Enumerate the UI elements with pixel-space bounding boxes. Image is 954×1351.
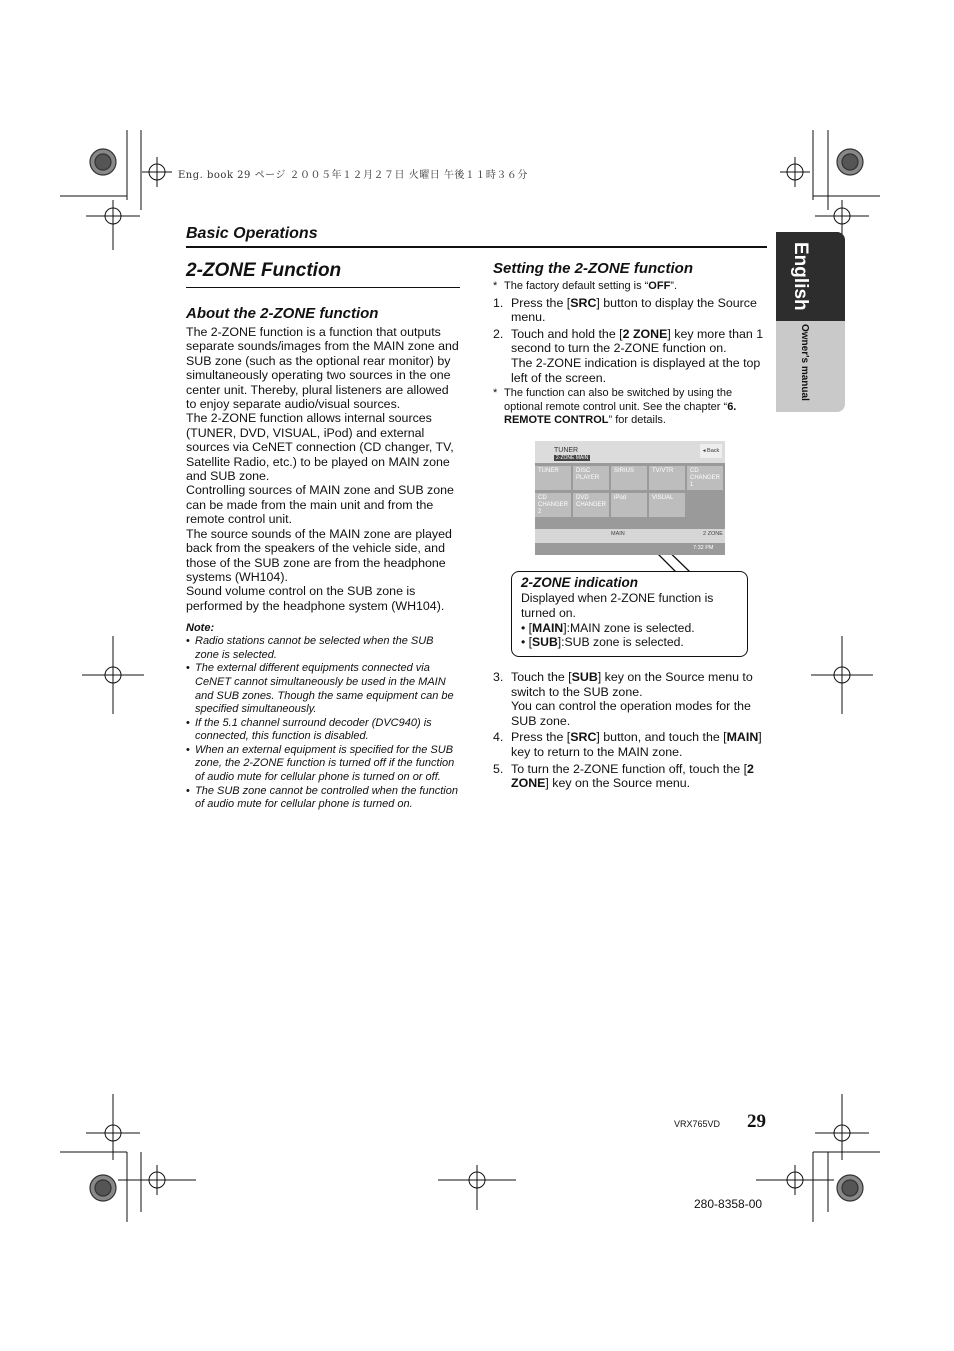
paragraph: Sound volume control on the SUB zone is performed by the headphone system (WH104). (186, 584, 445, 613)
screen-source-button: CD CHANGER 1 (687, 466, 723, 490)
note-list (186, 635, 460, 812)
left-column (186, 258, 460, 812)
steps-list (493, 670, 767, 791)
language-label: English (790, 242, 811, 311)
note-item: • The SUB zone cannot be controlled when the function of audio mute for cellular phone is turned on. (186, 785, 460, 812)
step-item: 1. Press the [SRC] button to display the Source menu. (493, 295, 757, 325)
header-rule (186, 246, 767, 248)
model-number: VRX765VD (674, 1119, 721, 1129)
note-title: Note: (186, 622, 215, 635)
screen-source-button: SIRIUS (611, 466, 647, 490)
step-item: 2. Touch and hold the [2 ZONE] key more than 1 second to turn the 2-ZONE function on. The 2-ZONE indication is displayed at the top left of the screen. (493, 326, 764, 385)
step-item: 5. To turn the 2-ZONE function off, touch the [2 ZONE] key on the Source menu. (493, 761, 754, 791)
note-item: • The external different equipments connected via CeNET cannot simultaneously be used in the MAIN and SUB zones. Though the same equipment can be specified simultaneously. (186, 662, 460, 716)
part-number: 280-8358-00 (694, 1197, 763, 1211)
note-item: • Radio stations cannot be selected when the SUB zone is selected. (186, 635, 460, 662)
steps-list (493, 296, 767, 386)
right-column (493, 258, 767, 428)
print-header: Eng. book 29 ページ ２００５年１２月２７日 火曜日 午後１１時３６分 (178, 170, 528, 181)
callout-body: Displayed when 2-ZONE function is turned on. • [MAIN]:MAIN zone is selected. • [SUB]:SUB zone is selected. (521, 591, 714, 650)
paragraph: The source sounds of the MAIN zone are played back from the speakers of the vehicle side, and those of the SUB zone are from the headphone systems (WH104). (186, 526, 452, 584)
setting-heading: Setting the 2-ZONE function (493, 260, 693, 277)
screen-source-button: VISUAL (649, 493, 685, 517)
two-zone-indicator: 2-ZONE MAIN (556, 455, 589, 461)
about-heading: About the 2-ZONE function (186, 305, 379, 322)
step-item: 3. Touch the [SUB] key on the Source menu to switch to the SUB zone. You can control the operation modes for the SUB zone. (493, 670, 753, 728)
right-column-lower (493, 668, 767, 793)
screen-back-button: ◂ Back (700, 444, 722, 458)
remote-note: * The function can also be switched by using the optional remote control unit. See the chapter “6. REMOTE CONTROL” for details. (493, 387, 767, 428)
default-note: * The factory default setting is “OFF”. (493, 280, 767, 294)
page-number: 29 (747, 1111, 766, 1132)
screen-tuner-label: TUNER (554, 447, 579, 454)
screen-main-key: MAIN (611, 531, 625, 537)
note-item: • If the 5.1 channel surround decoder (DVC940) is connected, this function is disabled. (186, 717, 460, 744)
page-title: 2-ZONE Function (186, 260, 460, 288)
about-body (186, 325, 460, 613)
paragraph: The 2-ZONE function is a function that outputs separate sounds/images from the MAIN zone and SUB zone (such as the optional rear monitor) by simultaneously operating two sources in the one center unit. Thereby, plural listeners are allowed to enjoy separate audio/visual sources. (186, 325, 459, 412)
callout-title: 2-ZONE indication (521, 575, 639, 590)
step-item: 4. Press the [SRC] button, and touch the [MAIN] key to return to the MAIN zone. (493, 730, 762, 759)
screen-clock: 7:32 PM (693, 545, 714, 551)
screen-source-button: CD CHANGER 2 (535, 493, 571, 517)
screen-source-button: TV/VTR (649, 466, 685, 490)
manual-label: Owner's manual (799, 324, 810, 401)
screen-source-button: TUNER (535, 466, 571, 490)
screen-source-button: iPod (611, 493, 647, 517)
note-item: • When an external equipment is specified for the SUB zone, the 2-ZONE function is turned off if the function of audio mute for cellular phone is turned on or off. (186, 744, 460, 785)
screen-source-button: DVD CHANGER (573, 493, 609, 517)
screen-2zone-key: 2 ZONE (703, 531, 723, 537)
paragraph: Controlling sources of MAIN zone and SUB zone can be made from the main unit and from the remote control unit. (186, 483, 454, 527)
source-menu-screenshot (535, 441, 725, 555)
side-tab (776, 232, 845, 412)
paragraph: The 2-ZONE function allows internal sources (TUNER, DVD, VISUAL, iPod) and external sources via CeNET connection (CD changer, TV, Satellite Radio, etc.) to be played on MAIN zone and SUB zone. (186, 411, 454, 484)
section-header: Basic Operations (186, 225, 318, 242)
screen-source-button: DISC PLAYER (573, 466, 609, 490)
callout-box (511, 571, 748, 657)
